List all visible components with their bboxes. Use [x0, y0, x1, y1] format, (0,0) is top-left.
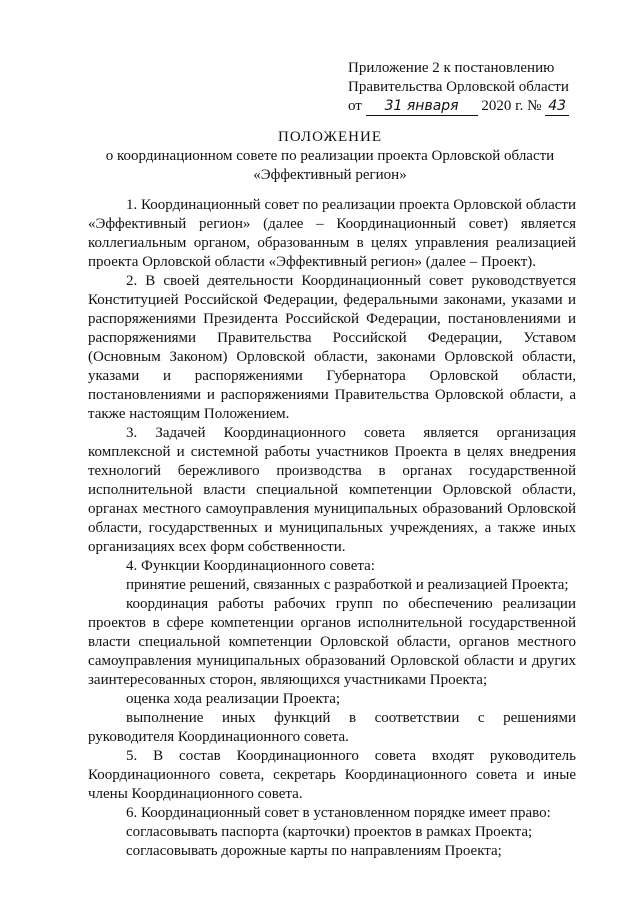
paragraph: согласовывать дорожные карты по направлениям Проекта; — [126, 843, 502, 859]
title-heading: ПОЛОЖЕНИЕ — [278, 129, 382, 145]
paragraph: 2. В своей деятельности Координационный совет руководствуется Конституцией Российской Федерации, федеральными законами, указами и распоряжениями Президента Российской Федерации, постановлениями и распоряжениями Правительства Российской Федерации, Уставом (Основным Законом) Орловской области, законами Орловской области, указами и распоряжениями Губернатора Орловской области, постановлениями и распоряжениями Правительства Орловской области, а также настоящим Положением. — [88, 273, 576, 422]
paragraph: 1. Координационный совет по реализации проекта Орловской области «Эффективный регион» (далее – Координационный совет) является коллегиальным органом, образованным в целях управления реализацией проекта Орловской области «Эффективный регион» (далее – Проект). — [88, 197, 576, 270]
handwritten-date: 31 января — [366, 98, 478, 116]
document-title — [60, 128, 600, 185]
document-body — [88, 196, 576, 861]
paragraph: координация работы рабочих групп по обеспечению реализации проектов в сфере компетенции органов исполнительной государственной власти специальной компетенции Орловской области, органов местного самоуправления муниципальных образований Орловской области и других заинтересованных сторон, являющихся участниками Проекта; — [88, 596, 576, 688]
appendix-block — [348, 59, 588, 116]
appendix-line-2: Правительства Орловской области — [348, 79, 569, 95]
year-label: 2020 г. № — [481, 98, 542, 114]
paragraph: принятие решений, связанных с разработкой и реализацией Проекта; — [126, 577, 569, 593]
title-line-3: «Эффективный регион» — [253, 167, 407, 183]
from-label: от — [348, 98, 362, 114]
title-line-2: о координационном совете по реализации проекта Орловской области — [105, 148, 555, 164]
paragraph: оценка хода реализации Проекта; — [126, 691, 341, 707]
paragraph: 6. Координационный совет в установленном порядке имеет право: — [126, 805, 551, 821]
paragraph: согласовывать паспорта (карточки) проектов в рамках Проекта; — [126, 824, 533, 840]
paragraph: 3. Задачей Координационного совета является организация комплексной и системной работы участников Проекта в целях внедрения технологий бережливого производства в органах государственной исполнительной власти специальной компетенции Орловской области, органах местного самоуправления муниципальных образований Орловской области, государственных и муниципальных учреждениях, а также иных организациях всех форм собственности. — [88, 425, 576, 555]
appendix-date-line — [348, 97, 588, 116]
paragraph: 4. Функции Координационного совета: — [126, 558, 375, 574]
paragraph: выполнение иных функций в соответствии с решениями руководителя Координационного совета. — [88, 710, 576, 745]
handwritten-number: 43 — [545, 98, 569, 116]
appendix-line-1: Приложение 2 к постановлению — [348, 60, 555, 76]
paragraph: 5. В состав Координационного совета входят руководитель Координационного совета, секретарь Координационного совета и иные члены Координационного совета. — [88, 748, 576, 802]
